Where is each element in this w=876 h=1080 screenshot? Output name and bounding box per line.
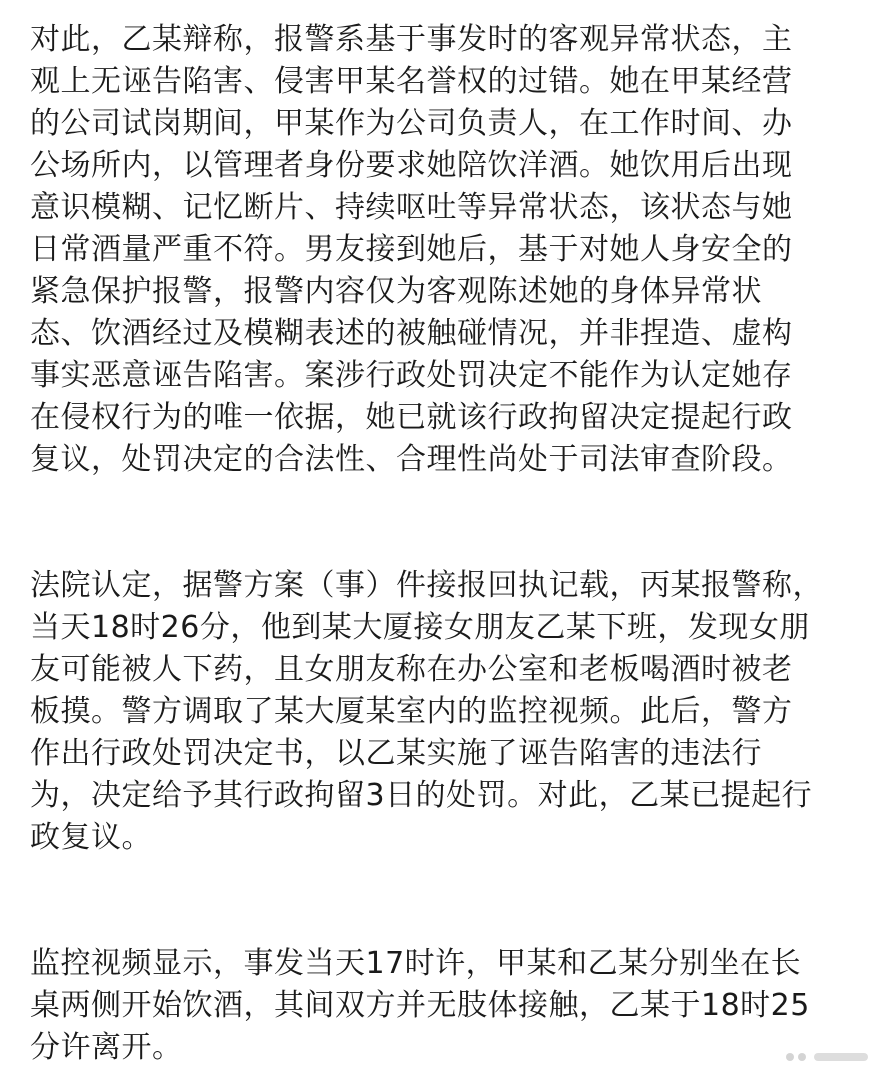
- paragraph-1-line-8: 态、饮酒经过及模糊表述的被触碰情况，并非捏造、虚构: [30, 316, 793, 351]
- watermark-bar-icon: [814, 1053, 868, 1061]
- watermark-dots-icon: [786, 1053, 806, 1061]
- paragraph-1-line-4: 公场所内，以管理者身份要求她陪饮洋酒。她饮用后出现: [30, 148, 793, 183]
- paragraph-3-line-3: 分许离开。: [30, 1030, 183, 1065]
- paragraph-1-line-5: 意识模糊、记忆断片、持续呕吐等异常状态，该状态与她: [30, 190, 793, 225]
- paragraph-2-line-7: 政复议。: [30, 820, 152, 855]
- paragraph-3-line-2: 桌两侧开始饮酒，其间双方并无肢体接触，乙某于18时25: [30, 988, 810, 1023]
- paragraph-1-line-10: 在侵权行为的唯一依据，她已就该行政拘留决定提起行政: [30, 400, 793, 435]
- paragraph-1-line-7: 紧急保护报警，报警内容仅为客观陈述她的身体异常状: [30, 274, 762, 309]
- paragraph-2-line-3: 友可能被人下药，且女朋友称在办公室和老板喝酒时被老: [30, 652, 793, 687]
- paragraph-1-line-2: 观上无诬告陷害、侵害甲某名誉权的过错。她在甲某经营: [30, 64, 793, 99]
- paragraph-1-line-11: 复议，处罚决定的合法性、合理性尚处于司法审查阶段。: [30, 442, 793, 477]
- paragraph-2-line-4: 板摸。警方调取了某大厦某室内的监控视频。此后，警方: [30, 694, 793, 729]
- watermark: [748, 1040, 868, 1074]
- paragraph-1-line-1: 对此，乙某辩称，报警系基于事发时的客观异常状态，主: [30, 22, 793, 57]
- paragraph-1-line-3: 的公司试岗期间，甲某作为公司负责人，在工作时间、办: [30, 106, 793, 141]
- paragraph-2-line-5: 作出行政处罚决定书，以乙某实施了诬告陷害的违法行: [30, 736, 762, 771]
- paragraph-3-line-1: 监控视频显示，事发当天17时许，甲某和乙某分别坐在长: [30, 946, 802, 981]
- paragraph-2-line-6: 为，决定给予其行政拘留3日的处罚。对此，乙某已提起行: [30, 778, 813, 813]
- paragraph-1-line-6: 日常酒量严重不符。男友接到她后，基于对她人身安全的: [30, 232, 793, 267]
- paragraph-2-line-2: 当天18时26分，他到某大厦接女朋友乙某下班，发现女朋: [30, 610, 810, 645]
- paragraph-1-line-9: 事实恶意诬告陷害。案涉行政处罚决定不能作为认定她存: [30, 358, 793, 393]
- paragraph-2-line-1: 法院认定，据警方案（事）件接报回执记载，丙某报警称，: [30, 568, 823, 603]
